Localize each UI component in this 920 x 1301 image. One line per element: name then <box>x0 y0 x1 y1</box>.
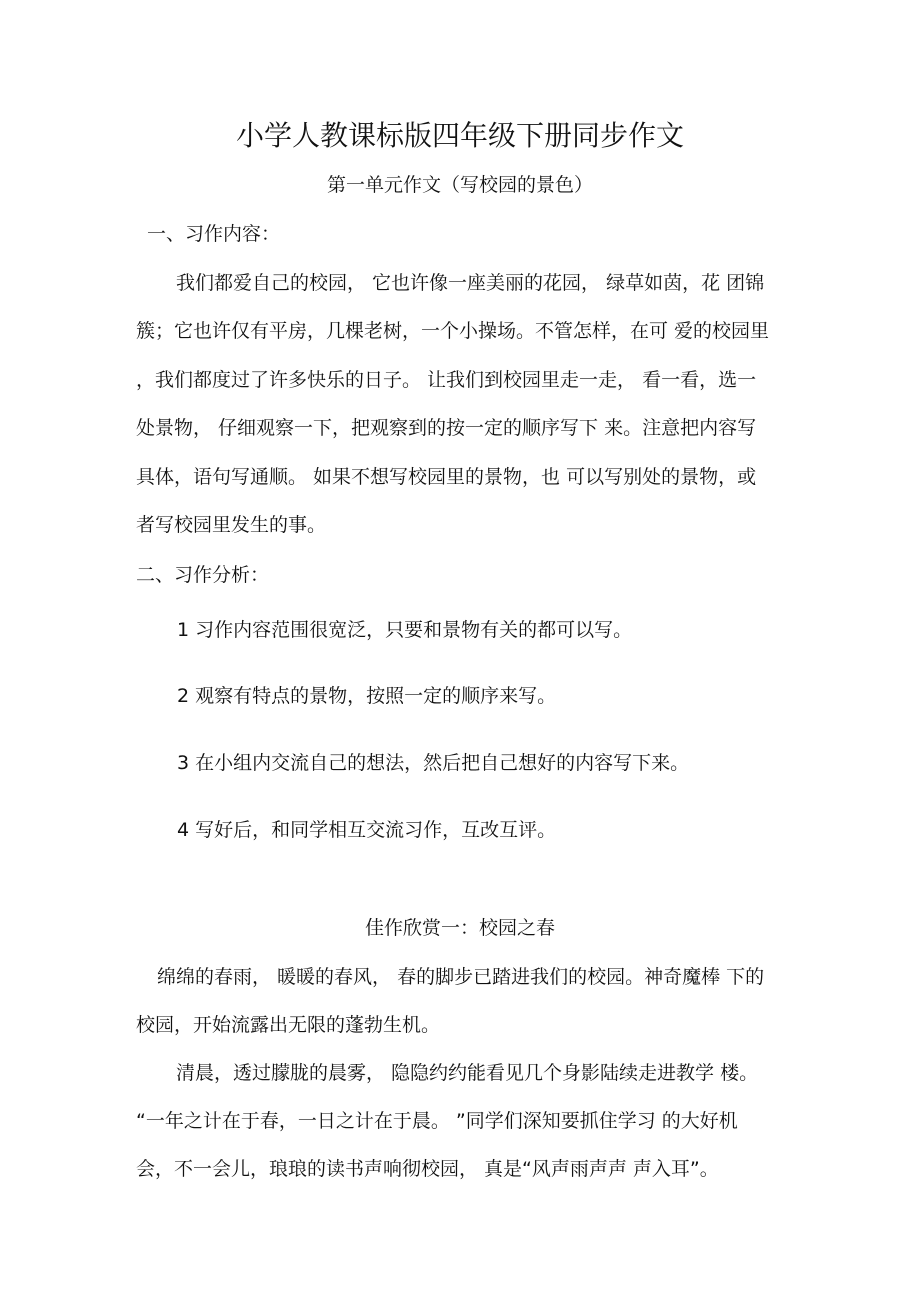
essay-line: 校园，开始流露出无限的蓬勃生机。 <box>136 1014 441 1036</box>
document-subtitle: 第一单元作文（写校园的景色） <box>326 174 593 196</box>
essay-line: 会，不一会儿，琅琅的读书声响彻校园， 真是“风声雨声声 声入耳”。 <box>136 1158 719 1180</box>
analysis-item: 4 写好后，和同学相互交流习作，互改互评。 <box>177 819 557 841</box>
analysis-item: 1 习作内容范围很宽泛，只要和景物有关的都可以写。 <box>177 619 633 641</box>
section-1-line: 我们都爱自己的校园， 它也许像一座美丽的花园， 绿草如茵，花 团锦 <box>176 272 765 294</box>
section-1-heading: 一、习作内容： <box>147 223 281 245</box>
section-1-line: 者写校园里发生的事。 <box>136 514 327 536</box>
section-1-line: 簇；它也许仅有平房，几棵老树，一个小操场。不管怎样，在可 爱的校园里 <box>136 320 770 342</box>
section-1-line: ，我们都度过了许多快乐的日子。 让我们到校园里走一走， 看一看，选一 <box>136 369 757 391</box>
section-1-line: 具体，语句写通顺。 如果不想写校园里的景物，也 可以写别处的景物，或 <box>136 466 757 488</box>
analysis-item: 2 观察有特点的景物，按照一定的顺序来写。 <box>177 685 557 707</box>
essay-heading: 佳作欣赏一：校园之春 <box>364 917 555 939</box>
document-title: 小学人教课标版四年级下册同步作文 <box>235 119 684 152</box>
section-2-heading: 二、习作分析： <box>136 564 270 586</box>
analysis-item: 3 在小组内交流自己的想法，然后把自己想好的内容写下来。 <box>177 752 690 774</box>
essay-line: 绵绵的春雨， 暖暖的春风， 春的脚步已踏进我们的校园。神奇魔棒 下的 <box>157 966 765 988</box>
section-1-line: 处景物， 仔细观察一下，把观察到的按一定的顺序写下 来。注意把内容写 <box>136 417 757 439</box>
essay-line: “一年之计在于春，一日之计在于晨。 ”同学们深知要抓住学习 的大好机 <box>136 1110 738 1132</box>
essay-line: 清晨，透过朦胧的晨雾， 隐隐约约能看见几个身影陆续走进教学 楼。 <box>176 1062 759 1084</box>
